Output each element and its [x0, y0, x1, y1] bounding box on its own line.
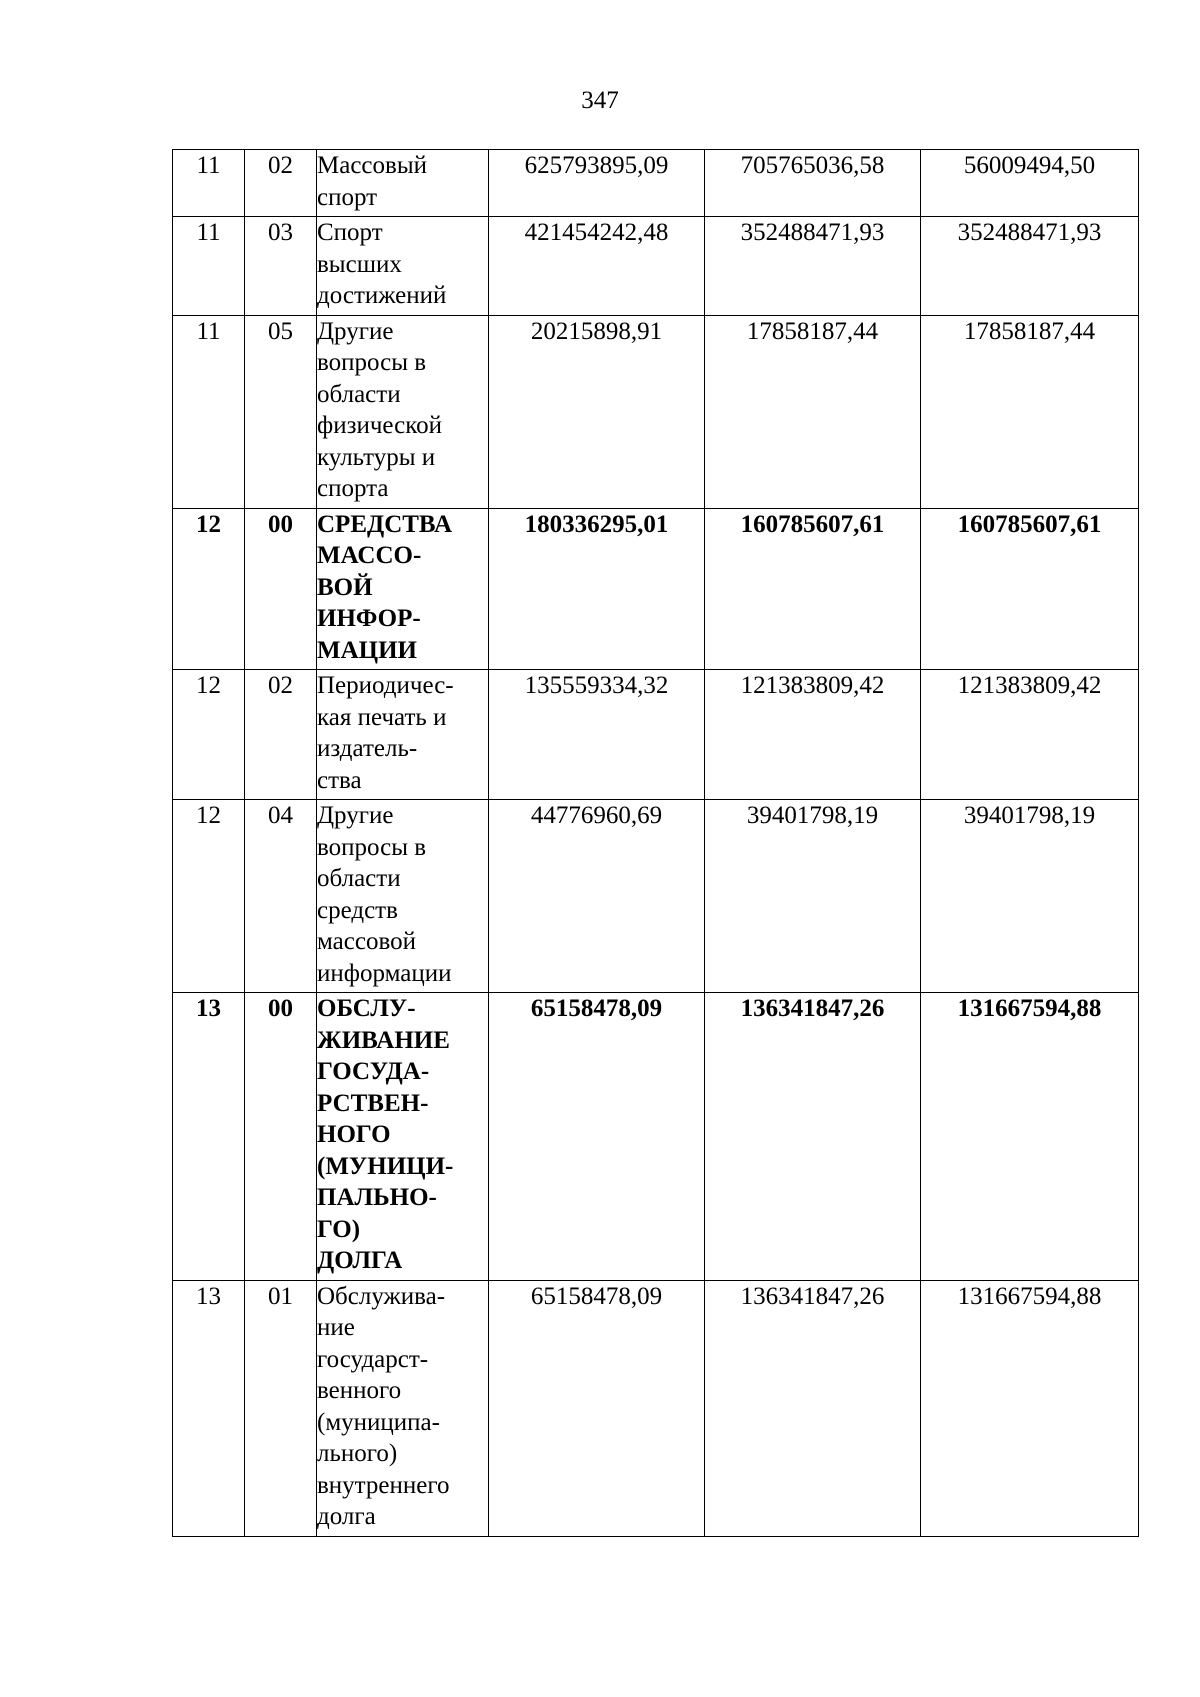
subsection-code: 02: [245, 150, 317, 217]
table-row: [173, 1280, 1139, 1536]
table-row: [173, 217, 1139, 316]
table-row: [173, 670, 1139, 800]
item-name-line: Спорт: [317, 219, 383, 246]
amount-3: 131667594,88: [921, 1280, 1139, 1536]
item-name-line: ПАЛЬНО-: [317, 1184, 437, 1211]
item-name-line: информации: [317, 959, 452, 987]
item-name-line: венного: [317, 1377, 402, 1404]
amount-2: 121383809,42: [705, 670, 921, 800]
section-code: 11: [173, 150, 245, 217]
amount-1: 135559334,32: [489, 670, 705, 800]
item-name-line: МАССО-: [317, 542, 422, 569]
amount-1: 65158478,09: [489, 993, 705, 1281]
amount-1: 180336295,01: [489, 508, 705, 670]
item-name-line: льного): [317, 1440, 398, 1467]
amount-2: 352488471,93: [705, 217, 921, 316]
item-name-line: НОГО: [317, 1121, 391, 1148]
subsection-code: 04: [245, 800, 317, 993]
subsection-code: 00: [245, 993, 317, 1281]
section-code: 11: [173, 217, 245, 316]
item-name-line: физической: [317, 412, 442, 439]
budget-table: [172, 149, 1139, 1537]
item-name-line: внутреннего: [317, 1471, 450, 1499]
section-code: 12: [173, 800, 245, 993]
item-name: [317, 315, 489, 508]
budget-table-body: [173, 150, 1139, 1537]
item-name-line: ЖИВАНИЕ: [317, 1026, 450, 1054]
item-name-line: спорт: [317, 183, 378, 211]
amount-2: 136341847,26: [705, 993, 921, 1281]
item-name-line: массовой: [317, 928, 416, 955]
table-row: [173, 315, 1139, 508]
subsection-code: 00: [245, 508, 317, 670]
amount-2: 136341847,26: [705, 1280, 921, 1536]
item-name-line: СРЕДСТВА: [317, 510, 453, 538]
section-code: 12: [173, 670, 245, 800]
amount-1: 44776960,69: [489, 800, 705, 993]
amount-1: 625793895,09: [489, 150, 705, 217]
item-name: [317, 993, 489, 1281]
item-name: [317, 150, 489, 217]
section-code: 11: [173, 315, 245, 508]
item-name-line: Обслужива-: [317, 1282, 446, 1310]
item-name-line: средств: [317, 896, 398, 924]
item-name-line: вопросы в: [317, 833, 427, 861]
item-name-line: Периодичес-: [317, 672, 454, 699]
section-code: 13: [173, 1280, 245, 1536]
item-name-line: вопросы в: [317, 349, 427, 376]
item-name-line: ГОСУДА-: [317, 1058, 430, 1085]
item-name-line: ОБСЛУ-: [317, 995, 416, 1022]
amount-3: 121383809,42: [921, 670, 1139, 800]
section-code: 12: [173, 508, 245, 670]
item-name-line: Массовый: [317, 152, 427, 179]
item-name-line: культуры и: [317, 443, 436, 471]
table-row-section-total: [173, 993, 1139, 1281]
item-name-line: ВОЙ: [317, 573, 373, 601]
item-name-line: ГО): [317, 1215, 361, 1243]
amount-3: 17858187,44: [921, 315, 1139, 508]
item-name-line: спорта: [317, 475, 389, 502]
item-name-line: долга: [317, 1503, 376, 1530]
table-row: [173, 800, 1139, 993]
item-name-line: издатель-: [317, 735, 418, 762]
amount-2: 160785607,61: [705, 508, 921, 670]
item-name: [317, 670, 489, 800]
amount-1: 20215898,91: [489, 315, 705, 508]
item-name-line: ства: [317, 766, 362, 794]
amount-1: 421454242,48: [489, 217, 705, 316]
item-name: [317, 1280, 489, 1536]
table-row-section-total: [173, 508, 1139, 670]
item-name-line: достижений: [317, 282, 447, 309]
amount-2: 705765036,58: [705, 150, 921, 217]
subsection-code: 01: [245, 1280, 317, 1536]
amount-2: 39401798,19: [705, 800, 921, 993]
item-name-line: (МУНИЦИ-: [317, 1152, 454, 1180]
item-name-line: Другие: [317, 802, 394, 829]
item-name-line: области: [317, 865, 401, 892]
item-name: [317, 800, 489, 993]
item-name: [317, 217, 489, 316]
item-name-line: РСТВЕН-: [317, 1089, 429, 1117]
item-name-line: высших: [317, 250, 402, 278]
subsection-code: 02: [245, 670, 317, 800]
item-name-line: ДОЛГА: [317, 1247, 403, 1274]
amount-3: 39401798,19: [921, 800, 1139, 993]
item-name-line: кая печать и: [317, 703, 447, 731]
item-name-line: ИНФОР-: [317, 605, 421, 632]
item-name-line: области: [317, 380, 401, 408]
amount-3: 56009494,50: [921, 150, 1139, 217]
subsection-code: 03: [245, 217, 317, 316]
amount-3: 352488471,93: [921, 217, 1139, 316]
subsection-code: 05: [245, 315, 317, 508]
item-name: [317, 508, 489, 670]
table-row: [173, 150, 1139, 217]
item-name-line: Другие: [317, 317, 394, 345]
section-code: 13: [173, 993, 245, 1281]
amount-1: 65158478,09: [489, 1280, 705, 1536]
amount-2: 17858187,44: [705, 315, 921, 508]
item-name-line: (муниципа-: [317, 1408, 440, 1436]
amount-3: 160785607,61: [921, 508, 1139, 670]
amount-3: 131667594,88: [921, 993, 1139, 1281]
page-number: 347: [581, 87, 619, 114]
item-name-line: МАЦИИ: [317, 636, 417, 664]
item-name-line: государст-: [317, 1345, 429, 1373]
item-name-line: ние: [317, 1314, 355, 1341]
